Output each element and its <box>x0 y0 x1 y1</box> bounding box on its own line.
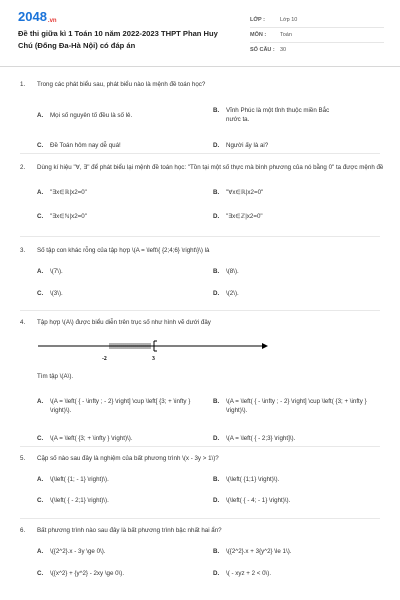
question-3 <box>20 246 386 297</box>
question-text: Bất phương trình nào sau đây là bất phương trình bậc nhất hai ẩn? <box>37 527 222 534</box>
question-number: 1. <box>20 81 26 88</box>
option-text: \(2\). <box>226 289 239 297</box>
divider <box>20 310 380 311</box>
meta-key: SỐ CÂU : <box>250 47 275 53</box>
option-b[interactable] <box>213 267 378 277</box>
option-text: \(A = \left( { - \infty ; - 2} \right] \cup \left[ {3; + \infty } \right)\). <box>50 397 191 415</box>
question-stem <box>20 318 386 329</box>
exam-title: Đề thi giữa kì 1 Toán 10 năm 2022-2023 THPT Phan Huy Chú (Đống Đa-Hà Nội) có đáp án <box>18 29 218 50</box>
meta-value: Toán <box>280 32 292 38</box>
option-c[interactable] <box>37 212 202 222</box>
divider <box>20 236 380 237</box>
meta-row-count <box>250 43 384 57</box>
option-letter: B. <box>213 188 220 196</box>
option-c[interactable] <box>37 141 202 151</box>
option-text: \({2^2}.x + 3{y^2} \le 1\). <box>226 547 292 555</box>
option-text: Người ấy là ai? <box>226 141 269 149</box>
option-text: "∃x∈ℕ|x2=0" <box>50 212 87 220</box>
option-letter: C. <box>37 212 44 220</box>
option-letter: C. <box>37 289 44 297</box>
option-a[interactable] <box>37 111 202 121</box>
question-followup: Tìm tập \(A\). <box>37 373 74 380</box>
question-stem <box>20 163 386 174</box>
option-d[interactable] <box>213 569 378 579</box>
number-line-figure <box>38 338 268 366</box>
option-a[interactable] <box>37 397 202 417</box>
option-text: \( - xyz + 2 < 0\). <box>226 569 272 577</box>
option-text: "∀x∈ℝ|x2=0" <box>226 188 264 196</box>
option-letter: C. <box>37 434 44 442</box>
question-number: 5. <box>20 455 26 462</box>
option-d[interactable] <box>213 212 378 222</box>
option-letter: D. <box>213 496 220 504</box>
option-b[interactable] <box>213 188 378 198</box>
exam-meta-table <box>250 13 384 57</box>
question-text: Cặp số nào sau đây là nghiệm của bất phương trình \(x - 3y > 1\)? <box>37 455 219 462</box>
option-text: \(\left( {1;1} \right)\). <box>226 475 280 483</box>
option-text: Vĩnh Phúc là một tỉnh thuộc miền Bắc nước ta. <box>226 106 330 124</box>
option-b[interactable] <box>213 397 378 417</box>
option-letter: A. <box>37 397 44 405</box>
option-text: "∃x∈ℝ|x2=0" <box>50 188 87 196</box>
option-text: Đề Toán hôm nay dễ quá! <box>50 141 121 149</box>
question-text: Số tập con khác rỗng của tập hợp \(A = \left\{ {2;4;6} \right\}\) là <box>37 247 210 254</box>
option-d[interactable] <box>213 141 378 151</box>
divider <box>20 153 380 154</box>
question-stem <box>20 246 386 257</box>
option-a[interactable] <box>37 475 202 485</box>
option-letter: A. <box>37 267 44 275</box>
meta-row-class <box>250 13 384 28</box>
question-stem <box>20 526 386 537</box>
question-text: Trong các phát biểu sau, phát biểu nào là mệnh đề toán học? <box>37 81 206 88</box>
option-text: \(A = \left( {3; + \infty } \right)\). <box>50 434 133 442</box>
option-letter: A. <box>37 111 44 119</box>
question-number: 3. <box>20 247 26 254</box>
meta-value: Lớp 10 <box>280 17 298 23</box>
question-stem <box>20 454 386 465</box>
question-number: 6. <box>20 527 26 534</box>
option-letter: D. <box>213 569 220 577</box>
option-text: \(3\). <box>50 289 63 297</box>
option-letter: A. <box>37 475 44 483</box>
question-2 <box>20 163 386 220</box>
question-number: 2. <box>20 164 26 171</box>
question-5 <box>20 454 386 504</box>
option-text: \(\left( { - 4; - 1} \right)\). <box>226 496 291 504</box>
option-c[interactable] <box>37 289 202 299</box>
option-d[interactable] <box>213 289 378 299</box>
option-b[interactable] <box>213 475 378 485</box>
option-letter: D. <box>213 434 220 442</box>
option-b[interactable] <box>213 106 333 126</box>
option-letter: C. <box>37 141 44 149</box>
site-logo[interactable] <box>18 9 57 24</box>
option-letter: B. <box>213 547 220 555</box>
option-a[interactable] <box>37 267 202 277</box>
logo-sub: .vn <box>47 18 57 24</box>
option-letter: B. <box>213 267 220 275</box>
option-text: \(7\). <box>50 267 63 275</box>
meta-row-subject <box>250 28 384 43</box>
option-c[interactable] <box>37 434 202 444</box>
option-b[interactable] <box>213 547 378 557</box>
page-header <box>0 0 400 67</box>
option-letter: B. <box>213 106 220 114</box>
option-a[interactable] <box>37 547 202 557</box>
meta-key: LỚP : <box>250 17 265 23</box>
tick-label-right: 3 <box>152 356 155 362</box>
option-letter: D. <box>213 212 220 220</box>
option-text: "∃x∈ℤ|x2=0" <box>226 212 263 220</box>
option-letter: B. <box>213 475 220 483</box>
option-letter: C. <box>37 496 44 504</box>
option-letter: A. <box>37 188 44 196</box>
option-letter: C. <box>37 569 44 577</box>
option-a[interactable] <box>37 188 202 198</box>
arrow-right-icon <box>262 343 268 349</box>
option-d[interactable] <box>213 434 378 444</box>
question-stem <box>20 80 386 91</box>
option-text: Mọi số nguyên tố đều là số lẻ. <box>50 111 133 119</box>
question-1 <box>20 80 386 149</box>
divider <box>20 446 380 447</box>
divider <box>20 518 380 519</box>
meta-value: 30 <box>280 47 287 53</box>
option-d[interactable] <box>213 496 378 506</box>
option-letter: A. <box>37 547 44 555</box>
question-text: Tập hợp \(A\) được biểu diễn trên trục số như hình vẽ dưới đây <box>37 319 211 326</box>
question-6 <box>20 526 386 577</box>
option-letter: D. <box>213 141 220 149</box>
option-text: \(\left( { - 2;1} \right)\). <box>50 496 109 504</box>
hatched-region <box>110 343 150 349</box>
question-number: 4. <box>20 319 26 326</box>
tick-label-left: -2 <box>102 356 107 362</box>
option-text: \({2^2}.x - 3y \ge 0\). <box>50 547 106 555</box>
meta-key: MÔN : <box>250 32 267 38</box>
option-text: \(8\). <box>226 267 239 275</box>
option-text: \({x^2} + {y^2} - 2xy \ge 0\). <box>50 569 125 577</box>
option-text: \(A = \left( { - 2;3} \right]\). <box>226 434 296 442</box>
question-text: Dùng kí hiệu "∀, ∃" để phát biểu lại mệnh đề toán học: "Tồn tại một số thực mà bình phương của nó bằng 0" ta được mệnh đề <box>37 164 384 171</box>
option-letter: D. <box>213 289 220 297</box>
question-4 <box>20 318 386 329</box>
option-text: \(A = \left( { - \infty ; - 2} \right] \cup \left( {3; + \infty } \right)\). <box>226 397 367 415</box>
option-c[interactable] <box>37 496 202 506</box>
option-letter: B. <box>213 397 220 405</box>
option-c[interactable] <box>37 569 202 579</box>
logo-main: 2048 <box>18 9 47 24</box>
question-4-body <box>20 372 386 442</box>
option-text: \(\left( {1; - 1} \right)\). <box>50 475 109 483</box>
